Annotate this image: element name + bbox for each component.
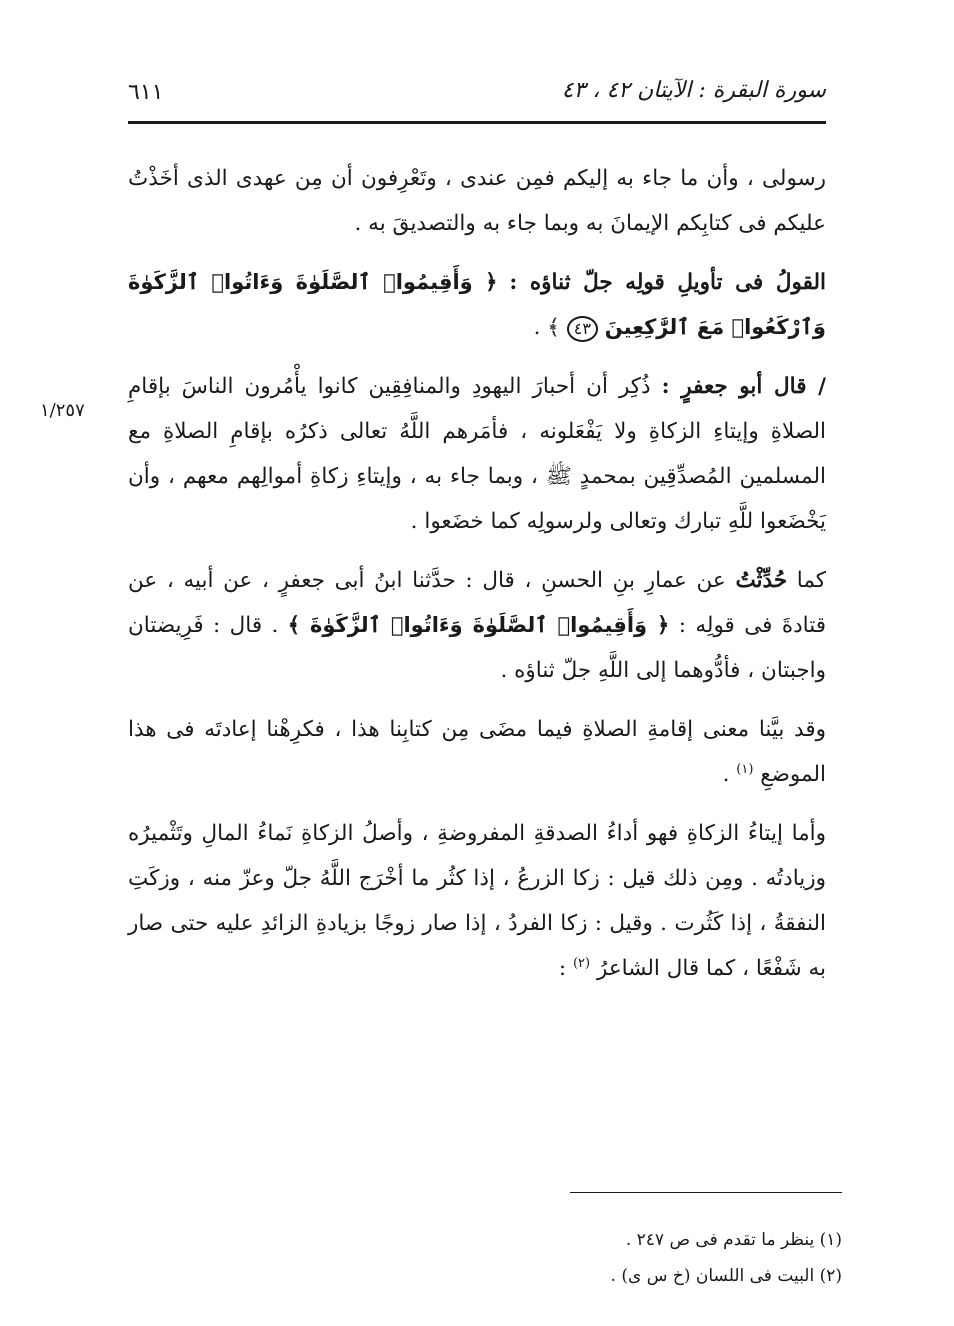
paragraph-text: ذُكِر أن أحبارَ اليهودِ والمنافِقِين كانوا يأْمُرون الناسَ بإقامِ الصلاةِ وإيتاءِ الزكاةِ ولا يَفْعَلونه ، فأمَرهم اللَّهُ تعالى ذكرُه بإقامِ الصلاةِ مع المسلمين المُصدِّقِين بمحمدٍ ﷺ ، وبما جاء به ، وإيتاءِ زكاةِ أموالِهم معهم ، وأن يَخْضَعوا للَّهِ تبارك وتعالى ولرسولِه كما خضَعوا . — [128, 374, 826, 534]
footnote-2: (٢) البيت فى اللسان (خ س ى) . — [610, 1266, 842, 1286]
quran-verse: ﴿ وَأَقِيمُوا۟ ٱلصَّلَوٰةَ وَءَاتُوا۟ ٱلزَّكَوٰةَ وَٱرْكَعُوا۟ مَعَ ٱلرَّٰكِعِينَ — [128, 270, 826, 339]
paragraph-text: وأما إيتاءُ الزكاةِ فهو أداءُ الصدقةِ المفروضةِ ، وأصلُ الزكاةِ نَماءُ المالِ وتَثْميرُه وزيادتُه . ومِن ذلك قيل : زكا الزرعُ ، إذا كثُر ما أخْرَج اللَّهُ جلّ وعزّ منه ، وزكَتِ النفقةُ ، إذا كَثُرت . وقيل : زكا الفردُ ، إذا صار زوجًا بزيادةِ الزائدِ عليه حتى صار به شَفْعًا ، كما قال الشاعرُ — [128, 821, 826, 981]
footnote-rule — [570, 1192, 842, 1193]
ayah-number-marker: ٤٣ — [567, 316, 598, 342]
paragraph-6 — [128, 811, 826, 991]
paragraph-1 — [128, 156, 826, 246]
margin-reference: ١/٢٥٧ — [40, 400, 85, 421]
paragraph-text: رسولى ، وأن ما جاء به إليكم فمِن عندى ، وتَعْرِفون أن مِن عهدى الذى أخَذْتُ عليكم فى كتابِكم الإيمانَ به وبما جاء به والتصديقَ به . — [128, 166, 826, 236]
paragraph-4 — [128, 558, 826, 693]
paragraph-tail: : — [558, 956, 567, 981]
paragraph-text: وقد بيَّنا معنى إقامةِ الصلاةِ فيما مضَى مِن كتابِنا هذا ، فكرِهْنا إعادتَه فى هذا الموضعِ — [128, 717, 826, 787]
paragraph-tail: . قال : فَرِيضتان واجبتان ، فأدُّوهما إلى اللَّهِ جلّ ثناؤه . — [128, 613, 826, 683]
paragraph-3 — [128, 364, 826, 544]
speaker-attribution: / قال أبو جعفرٍ : — [661, 374, 826, 399]
footnote-ref-2: (٢) — [572, 955, 591, 971]
verse-closing: ﴾ . — [533, 315, 560, 340]
paragraph-tail: . — [722, 762, 730, 787]
footnotes — [128, 1222, 842, 1294]
header-rule — [128, 121, 826, 124]
footnote-ref-1: (١) — [736, 761, 754, 777]
section-heading: القولُ فى تأويلِ قولِه جلّ ثناؤه : — [509, 270, 826, 295]
page-number: ٦١١ — [128, 80, 164, 105]
paragraph-text: عن عمارِ بنِ الحسنِ ، قال : حدَّثنا ابنُ أبى جعفرٍ ، عن أبيه ، عن قتادةَ فى قولِه : — [128, 568, 826, 638]
paragraph-prefix: كما — [796, 568, 826, 593]
quran-verse: ﴿ وَأَقِيمُوا۟ ٱلصَّلَوٰةَ وَءَاتُوا۟ ٱلزَّكَوٰةَ ﴾ — [287, 613, 670, 637]
main-text — [128, 156, 826, 1005]
footnote-1: (١) ينظر ما تقدم فى ص ٢٤٧ . — [625, 1230, 842, 1250]
narration-keyword: حُدِّثْتُ — [735, 568, 788, 593]
paragraph-5 — [128, 707, 826, 797]
running-header-title: سورة البقرة : الآيتان ٤٢ ، ٤٣ — [561, 78, 826, 103]
paragraph-2 — [128, 260, 826, 350]
